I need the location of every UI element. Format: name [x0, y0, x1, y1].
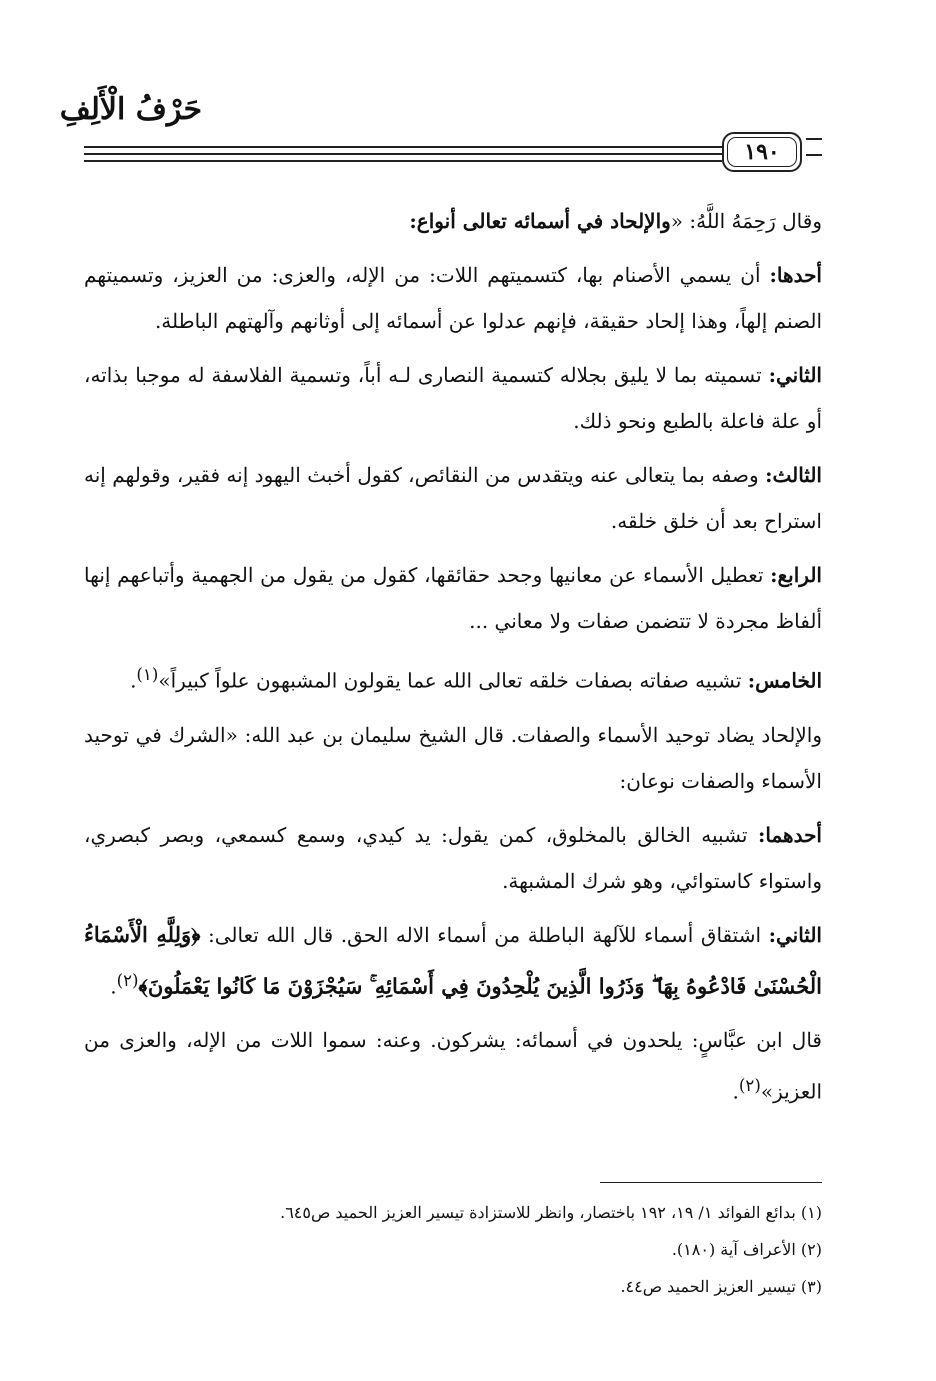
item-label: الثالث: — [765, 463, 822, 487]
header-rule — [84, 146, 722, 148]
paragraph — [84, 252, 822, 344]
footnote-ref: (٢) — [738, 1076, 761, 1096]
main-text — [84, 198, 822, 1123]
text-span: والإلحاد يضاد توحيد الأسماء والصفات. قال الشيخ سليمان بن عبد الله: «الشرك في توحيد الأسماء والصفات نوعان: — [84, 722, 822, 793]
paragraph — [84, 812, 822, 904]
text-span: . — [110, 974, 117, 999]
text-span: قال ابن عبَّاسٍ: يلحدون في أسمائه: يشركون. وعنه: سموا اللات من الإله، والعزى من العزيز» — [84, 1028, 822, 1104]
header-rule — [84, 160, 722, 162]
text-span: أن يسمي الأصنام بها، كتسميتهم اللات: من الإله، والعزى: من العزيز، وتسميتهم الصنم إلهاً، وهذا إلحاد حقيقة، فإنهم عدلوا عن أسمائه إلى أوثانهم وآلهتهم الباطلة. — [84, 263, 822, 333]
paragraph — [84, 198, 822, 244]
item-label: الثاني: — [768, 363, 822, 387]
paragraph — [84, 712, 822, 804]
paragraph — [84, 652, 822, 704]
footnote-ref: (٢) — [116, 970, 139, 990]
paragraph — [84, 452, 822, 544]
item-label: أحدهما: — [757, 822, 822, 847]
header-rule — [84, 153, 722, 155]
text-span: اشتقاق أسماء للآلهة الباطلة من أسماء الاله الحق. قال الله تعالى: — [200, 922, 769, 947]
item-label: الخامس: — [747, 668, 822, 693]
text-span: وقال رَحِمَهُ اللَّهُ: « — [670, 209, 822, 233]
item-label: أحدها: — [769, 263, 822, 287]
page-header-title: حَرْفُ الْأَلِفِ — [59, 92, 202, 127]
item-label: الرابع: — [770, 563, 822, 587]
footnote: (٣) تيسير العزيز الحميد ص٤٤. — [620, 1277, 822, 1296]
page-number — [722, 132, 802, 172]
item-label: الثاني: — [768, 922, 822, 947]
text-span: تعطيل الأسماء عن معانيها وجحد حقائقها، كقول من يقول من الجهمية وأتباعهم إنها ألفاظ مجردة لا تتضمن صفات ولا معاني ... — [84, 563, 822, 633]
text-span: تشبيه صفاته بصفات خلقه تعالى الله عما يقولون المشبهون علواً كبيراً» — [158, 668, 748, 693]
paragraph — [84, 352, 822, 444]
paragraph — [84, 912, 822, 1010]
footnote-ref: (١) — [136, 665, 159, 684]
text-span: تسميته بما لا يليق بجلاله كتسمية النصارى لـه أباً، وتسمية الفلاسفة له موجبا بذاته، أو علة فاعلة بالطبع ونحو ذلك. — [84, 363, 822, 433]
paragraph — [84, 552, 822, 644]
header-ornament — [806, 138, 822, 156]
page-number-text: ١٩٠ — [744, 139, 780, 165]
text-span: وصفه بما يتعالى عنه ويتقدس من النقائص، كقول أخبث اليهود إنه فقير، وقولهم إنه استراح بعد أن خلق خلقه. — [84, 463, 822, 533]
text-span: . — [732, 1079, 739, 1104]
footnote-separator — [600, 1182, 822, 1183]
paragraph — [84, 1017, 822, 1115]
text-span: تشبيه الخالق بالمخلوق، كمن يقول: يد كيدي، وسمع كسمعي، وبصر كبصري، واستواء كاستوائي، وهو شرك المشبهة. — [84, 822, 822, 893]
footnote: (١) بدائع الفوائد ١/ ١٩، ١٩٢ باختصار، وانظر للاستزادة تيسير العزيز الحميد ص٦٤٥. — [280, 1203, 822, 1222]
heading-span: والإلحاد في أسمائه تعالى أنواع: — [409, 209, 671, 233]
footnote: (٢) الأعراف آية (١٨٠). — [671, 1240, 822, 1259]
quran-verse: ﴿وَلِلَّهِ الْأَسْمَاءُ الْحُسْنَىٰ فَادْعُوهُ بِهَا ۖ وَذَرُوا الَّذِينَ يُلْحِدُونَ فِي أَسْمَائِهِ ۚ سَيُجْزَوْنَ مَا كَانُوا يَعْمَلُونَ﴾ — [84, 921, 822, 999]
text-span: . — [130, 668, 137, 693]
footnotes — [84, 1194, 822, 1305]
